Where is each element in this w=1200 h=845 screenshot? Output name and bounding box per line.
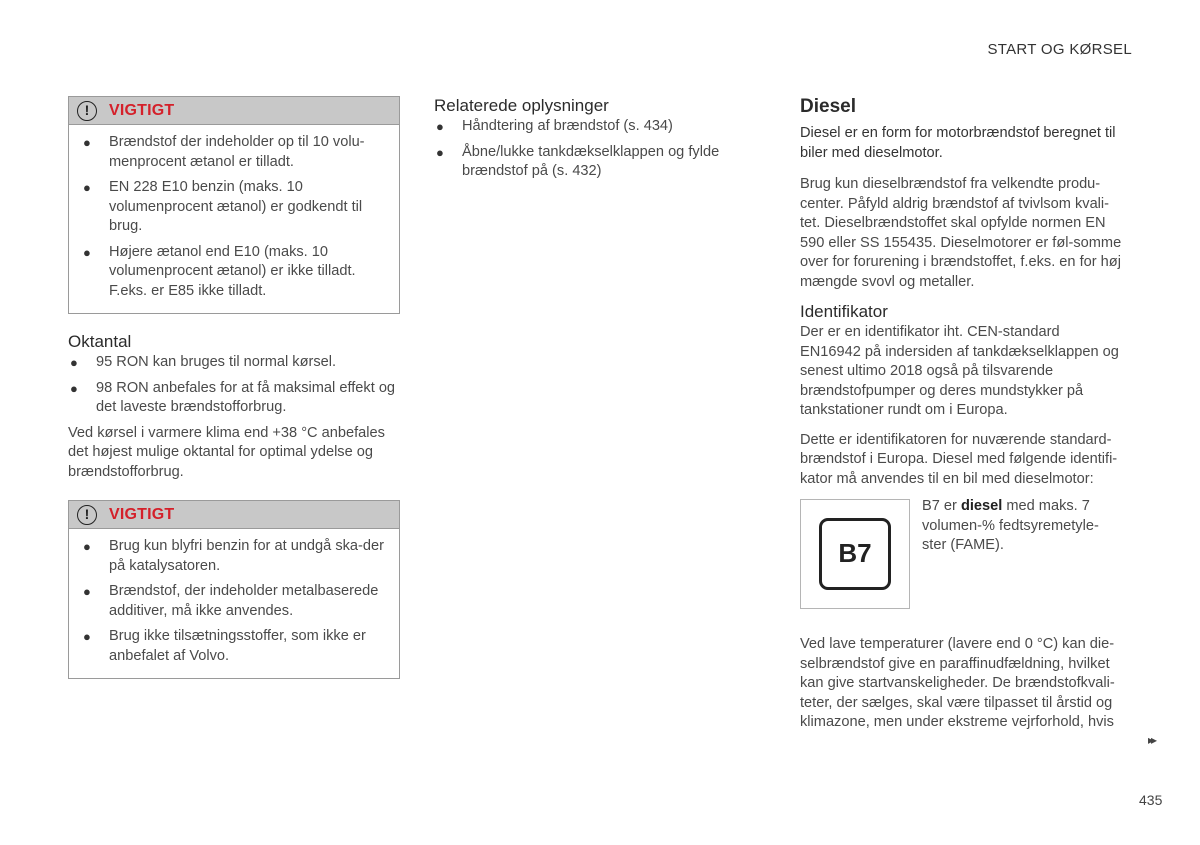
list-item: ● 98 RON anbefales for at få maksimal effekt og det laveste brændstofforbrug. xyxy=(70,379,396,415)
list-item: ● Brændstof der indeholder op til 10 volu-menprocent ætanol er tilladt. xyxy=(83,134,365,170)
bullet-icon: ● xyxy=(70,355,78,370)
related-link-fuel-handling[interactable]: ● Håndtering af brændstof (s. 434) xyxy=(434,117,746,137)
warning-list xyxy=(69,529,399,678)
body-paragraph: Dette er identifikatoren for nuværende standard-brændstof i Europa. Diesel med følgende identifi-kator må anvendes til en bil med dieselmotor: xyxy=(800,431,1118,487)
warning-list xyxy=(69,125,399,313)
left-column xyxy=(68,96,400,697)
bullet-icon: ● xyxy=(83,539,91,554)
related-info-heading: Relaterede oplysninger xyxy=(434,96,609,115)
lead-paragraph: Diesel er en form for motorbrændstof beregnet til biler med dieselmotor. xyxy=(800,125,1116,161)
warning-box-ethanol xyxy=(68,96,400,314)
warning-icon: ! xyxy=(77,101,97,121)
list-item: ● Højere ætanol end E10 (maks. 10 volumenprocent ætanol) er ikke tilladt. F.eks. er E85 ikke tilladt. xyxy=(83,243,356,299)
list-item: ● Brug kun blyfri benzin for at undgå ska-der på katalysatoren. xyxy=(83,538,385,574)
bullet-icon: ● xyxy=(83,180,91,195)
list-item: ● 95 RON kan bruges til normal kørsel. xyxy=(68,353,400,373)
b7-symbol-frame xyxy=(800,499,910,609)
middle-column xyxy=(434,96,746,188)
bullet-icon: ● xyxy=(83,584,91,599)
octane-list xyxy=(68,353,400,418)
warning-box-fuel xyxy=(68,500,400,679)
b7-fuel-icon: B7 xyxy=(819,518,891,590)
list-item: ● Brændstof, der indeholder metalbaserede additiver, må ikke anvendes. xyxy=(83,583,379,619)
warning-title: VIGTIGT xyxy=(109,101,175,119)
related-link-fuel-filler[interactable]: ● Åbne/lukke tankdækselklappen og fylde brændstof på (s. 432) xyxy=(436,143,720,179)
body-paragraph: Ved lave temperaturer (lavere end 0 °C) kan die-selbrændstof give en paraffinudfældning, hvilket kan give startvanskeligheder. De brændstofkvali-teter, der sælges, skal være tilpasset til årstid og klimazone, men under ekstreme vejrforhold, hvis xyxy=(800,636,1115,730)
body-paragraph: Brug kun dieselbrændstof fra velkendte produ-center. Påfyld aldrig brændstof af tvivlsom kvali-tet. Dieselbrændstoffet skal opfylde normen EN 590 eller SS 155435. Dieselmotorer er føl-somme over for forurening i brændstoffet, f.eks. en for høj mængde svovl og metaller. xyxy=(800,176,1122,290)
warning-icon: ! xyxy=(77,505,97,525)
bullet-icon: ● xyxy=(436,119,444,134)
continue-arrows-icon: ▸▸ xyxy=(1148,733,1155,747)
b7-identifier-block xyxy=(800,499,1122,609)
list-item: ● Brug ikke tilsætningsstoffer, som ikke er anbefalet af Volvo. xyxy=(83,628,366,664)
related-links-list xyxy=(434,117,746,182)
bullet-icon: ● xyxy=(83,629,91,644)
bullet-icon: ● xyxy=(83,244,91,260)
right-column xyxy=(800,96,1122,743)
list-item: ● EN 228 E10 benzin (maks. 10 volumenprocent ætanol) er godkendt til brug. xyxy=(83,179,363,234)
body-paragraph: Der er en identifikator iht. CEN-standard EN16942 på indersiden af tankdækselklappen og senest ultimo 2018 også på tilsvarende brændstofpumper og deres mundstykker på tankstationer rundt om i Europa. xyxy=(800,324,1119,418)
octane-heading: Oktantal xyxy=(68,332,132,351)
b7-description: B7 er diesel med maks. 7 volumen-% fedtsyremetyle-ster (FAME). xyxy=(922,498,1099,553)
warning-header xyxy=(69,501,399,529)
section-header: START OG KØRSEL xyxy=(987,41,1132,58)
identifier-heading: Identifikator xyxy=(800,302,888,321)
bullet-icon: ● xyxy=(70,380,78,396)
warning-title: VIGTIGT xyxy=(109,505,175,523)
warning-header xyxy=(69,97,399,125)
page-number: 435 xyxy=(1139,792,1163,808)
page-title: Diesel xyxy=(800,96,856,117)
bullet-icon: ● xyxy=(83,135,91,150)
bullet-icon: ● xyxy=(436,144,444,160)
octane-paragraph: Ved kørsel i varmere klima end +38 °C anbefales det højest mulige oktantal for optimal ydelse og brændstofforbrug. xyxy=(68,424,385,480)
